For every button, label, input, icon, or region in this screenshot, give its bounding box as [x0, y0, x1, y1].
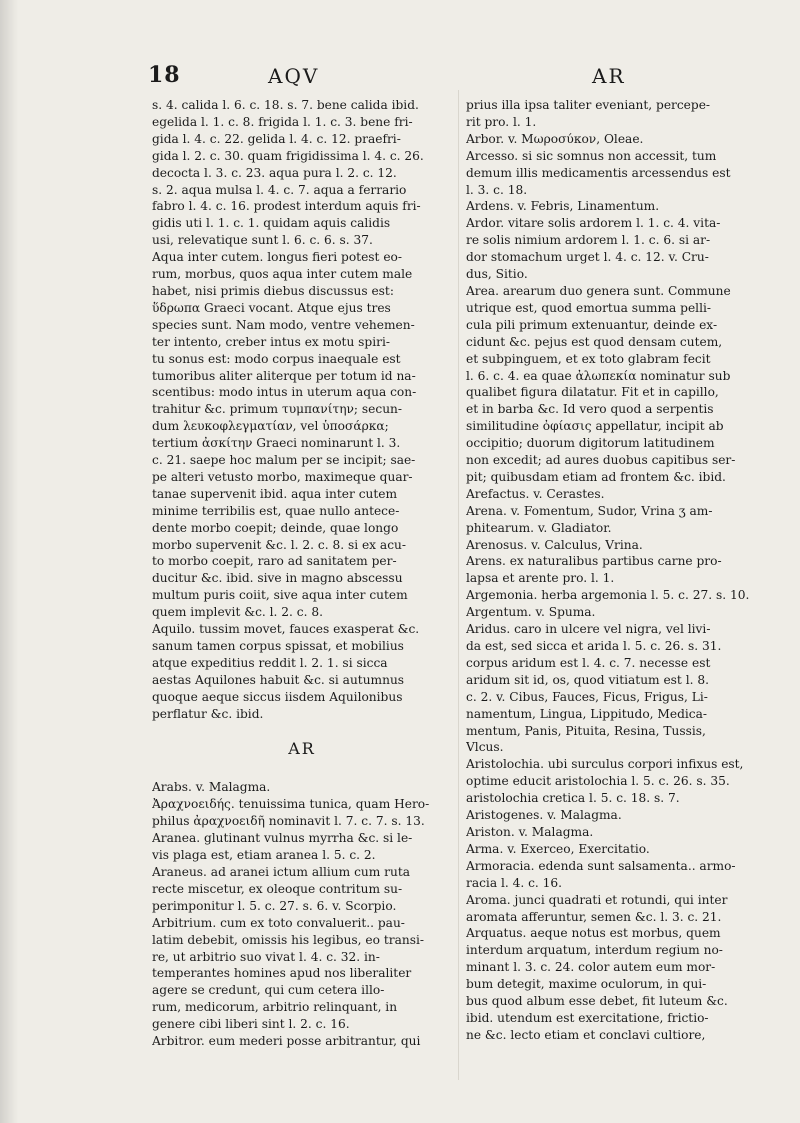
text-line: quoque aeque siccus iisdem Aquilonibus [152, 689, 403, 704]
text-line: egelida l. 1. c. 8. frigida l. 1. c. 3. bene fri- [152, 114, 413, 129]
text-line: recte miscetur, ex oleoque contritum su- [152, 881, 403, 896]
text-line: ne &c. lecto etiam et conclavi cultiore, [466, 1027, 706, 1042]
text-line: vis plaga est, etiam aranea l. 5. c. 2. [152, 848, 376, 863]
text-line: demum illis medicamentis arcessendus est [466, 165, 731, 180]
text-line: species sunt. Nam modo, ventre vehemen- [152, 317, 415, 332]
text-line: tertium ἀσκίτην Graeci nominarunt l. 3. [152, 436, 401, 451]
text-line: aestas Aquilones habuit &c. si autumnus [152, 672, 405, 687]
text-line: corpus aridum est l. 4. c. 7. necesse est [466, 655, 711, 670]
text-line: pe alteri vetusto morbo, maximeque quar- [152, 469, 413, 484]
text-line: fabro l. 4. c. 16. prodest interdum aquis fri- [152, 199, 421, 214]
text-line: Argemonia. herba argemonia l. 5. c. 27. s. 10. [466, 588, 750, 603]
text-line: s. 4. calida l. 6. c. 18. s. 7. bene calida ibid. [152, 98, 419, 112]
text-line: c. 2. v. Cibus, Fauces, Ficus, Frigus, Li- [466, 689, 708, 704]
text-line: Arena. v. Fomentum, Sudor, Vrina ʒ am- [466, 503, 713, 518]
text-line: Ardor. vitare solis ardorem l. 1. c. 4. vita- [466, 216, 721, 231]
text-line: s. 2. aqua mulsa l. 4. c. 7. aqua a ferrario [152, 182, 407, 197]
text-line: decocta l. 3. c. 23. aqua pura l. 2. c. 12. [152, 165, 397, 180]
text-line: ὕδρωπα Graeci vocant. Atque ejus tres [152, 300, 391, 315]
page-edge-shadow [0, 0, 18, 1123]
text-line: Arcesso. si sic somnus non accessit, tum [466, 148, 717, 163]
text-line: cidunt &c. pejus est quod densam cutem, [466, 334, 723, 349]
text-line: Arbitror. eum mederi posse arbitrantur, qui [152, 1034, 421, 1049]
text-line: re solis nimium ardorem l. 1. c. 6. si ar- [466, 233, 711, 248]
text-line: Ariston. v. Malagma. [466, 824, 594, 839]
text-line: rum, morbus, quos aqua inter cutem male [152, 267, 413, 282]
text-line: Armoracia. edenda sunt salsamenta.. armo- [466, 858, 736, 873]
text-line: racia l. 4. c. 16. [466, 875, 563, 890]
section-heading: AR [288, 738, 316, 758]
text-line: occipitio; duorum digitorum latitudinem [466, 436, 715, 451]
text-line: tanae supervenit ibid. aqua inter cutem [152, 486, 398, 501]
text-line: ducitur &c. ibid. sive in magno abscessu [152, 571, 403, 586]
text-line: philus ἀραχνοειδῆ nominavit l. 7. c. 7. s. 13. [152, 814, 425, 829]
text-line: Vlcus. [466, 740, 504, 755]
text-line: bum detegit, maxime oculorum, in qui- [466, 977, 707, 992]
text-line: dor stomachum urget l. 4. c. 12. v. Cru- [466, 250, 709, 265]
text-line: non excedit; ad aures duobus capitibus ser- [466, 453, 736, 468]
text-line: Araneus. ad aranei ictum allium cum ruta [152, 864, 411, 879]
text-line: ter intento, creber intus ex motu spiri- [152, 334, 390, 349]
text-line: cula pili primum extenuantur, deinde ex- [466, 317, 718, 332]
text-line: to morbo coepit, raro ad sanitatem per- [152, 554, 397, 569]
text-line: morbo supervenit &c. l. 2. c. 8. si ex acu- [152, 537, 406, 552]
text-line: Arabs. v. Malagma. [152, 780, 271, 795]
left-column [152, 97, 452, 1050]
text-line: rum, medicorum, arbitrio relinquant, in [152, 1000, 398, 1015]
text-line: atque expeditius reddit l. 2. 1. si sicca [152, 655, 388, 670]
text-line: gida l. 2. c. 30. quam frigidissima l. 4. c. 26. [152, 148, 424, 163]
text-line: multum puris coiit, sive aqua inter cutem [152, 588, 408, 603]
text-line: genere cibi liberi sint l. 2. c. 16. [152, 1017, 350, 1032]
text-line: qualibet figura dilatatur. Fit et in capillo, [466, 385, 719, 400]
text-line: latim debebit, omissis his legibus, eo transi- [152, 932, 424, 947]
text-line: sanum tamen corpus spissat, et mobilius [152, 639, 404, 653]
text-line: re, ut arbitrio suo vivat l. 4. c. 32. in- [152, 949, 380, 964]
text-line: Arma. v. Exerceo, Exercitatio. [466, 841, 650, 856]
text-line: Arenosus. v. Calculus, Vrina. [466, 537, 643, 552]
text-line: Arbitrium. cum ex toto convaluerit.. pau- [152, 915, 405, 930]
text-line: ibid. utendum est exercitatione, frictio- [466, 1010, 709, 1025]
text-line: dus, Sitio. [466, 267, 528, 282]
text-line: agere se credunt, qui cum cetera illo- [152, 983, 385, 998]
text-line: Ἀραχνοειδής. tenuissima tunica, quam Hero- [152, 797, 430, 812]
text-line: rit pro. l. 1. [466, 114, 537, 129]
text-line: et in barba &c. Id vero quod a serpentis [466, 402, 714, 417]
text-line: Aqua inter cutem. longus fieri potest eo- [152, 250, 402, 265]
text-line: phitearum. v. Gladiator. [466, 520, 612, 535]
text-line: Arquatus. aeque notus est morbus, quem [466, 926, 721, 941]
text-line: l. 3. c. 18. [466, 182, 528, 197]
text-line: utrique est, quod emortua summa pelli- [466, 300, 711, 315]
text-line: Aquilo. tussim movet, fauces exasperat &c. [152, 622, 420, 637]
text-line: Arefactus. v. Cerastes. [466, 486, 605, 501]
right-column [466, 97, 770, 1044]
text-line: Aranea. glutinant vulnus myrrha &c. si le- [152, 831, 413, 846]
text-line: Aridus. caro in ulcere vel nigra, vel livi- [466, 622, 711, 637]
text-line: habet, nisi primis diebus discussus est: [152, 283, 394, 298]
text-line: gidis uti l. 1. c. 1. quidam aquis calidis [152, 216, 391, 231]
text-line: da est, sed sicca et arida l. 5. c. 26. s. 31. [466, 639, 722, 653]
text-line: namentum, Lingua, Lippitudo, Medica- [466, 706, 708, 721]
text-line: pit; quibusdam etiam ad frontem &c. ibid. [466, 469, 726, 484]
text-line: mentum, Panis, Pituita, Resina, Tussis, [466, 723, 706, 738]
text-line: minant l. 3. c. 24. color autem eum mor- [466, 960, 716, 975]
text-line: usi, relevatique sunt l. 6. c. 6. s. 37. [152, 233, 373, 248]
text-line: Area. arearum duo genera sunt. Commune [466, 283, 731, 298]
text-line: tumoribus aliter aliterque per totum id na- [152, 368, 416, 383]
text-line: Ardens. v. Febris, Linamentum. [466, 199, 660, 214]
text-line: quem implevit &c. l. 2. c. 8. [152, 605, 323, 620]
text-line: gida l. 4. c. 22. gelida l. 4. c. 12. praefri- [152, 131, 401, 146]
text-line: trahitur &c. primum τυμπανίτην; secun- [152, 402, 403, 417]
text-line: similitudine ὀφίασις appellatur, incipit ab [466, 419, 724, 434]
text-line: lapsa et arente pro. l. 1. [466, 571, 615, 586]
text-line: c. 21. saepe hoc malum per se incipit; sae- [152, 453, 416, 468]
text-line: Aristogenes. v. Malagma. [466, 808, 622, 823]
text-line: Aristolochia. ubi surculus corpori infixus est, [466, 757, 744, 772]
column-gutter [458, 90, 459, 1080]
text-line: aridum sit id, os, quod vitiatum est l. 8. [466, 672, 709, 687]
text-line: bus quod album esse debet, fit luteum &c. [466, 994, 728, 1009]
text-line: minime terribilis est, quae nullo antece- [152, 503, 400, 518]
text-line: dente morbo coepit; deinde, quae longo [152, 520, 399, 535]
text-line: scentibus: modo intus in uterum aqua con- [152, 385, 417, 400]
text-line: aristolochia cretica l. 5. c. 18. s. 7. [466, 791, 680, 806]
text-line: Arens. ex naturalibus partibus carne pro- [466, 554, 722, 569]
text-line: interdum arquatum, interdum regium no- [466, 943, 723, 958]
text-line: optime educit aristolochia l. 5. c. 26. s. 35. [466, 774, 730, 789]
running-head-left: AQV [268, 64, 320, 88]
text-line: aromata afferuntur, semen &c. l. 3. c. 21. [466, 909, 722, 924]
text-line: Aroma. junci quadrati et rotundi, qui inter [466, 892, 728, 907]
text-line: perimponitur l. 5. c. 27. s. 6. v. Scorpio. [152, 898, 397, 913]
text-line: l. 6. c. 4. ea quae ἀλωπεκία nominatur sub [466, 368, 731, 383]
text-line: dum λευκοφλεγματίαν, vel ὑποσάρκα; [152, 419, 389, 434]
text-line: Argentum. v. Spuma. [466, 605, 596, 620]
text-line: tu sonus est: modo corpus inaequale est [152, 351, 401, 366]
text-line: et subpinguem, et ex toto glabram fecit [466, 351, 711, 366]
text-line: perflatur &c. ibid. [152, 706, 264, 721]
running-head-right: AR [592, 64, 626, 88]
text-line: prius illa ipsa taliter eveniant, percepe- [466, 98, 711, 112]
text-line: temperantes homines apud nos liberaliter [152, 966, 412, 981]
text-line: Arbor. v. Μωροσύκον, Oleae. [466, 131, 644, 146]
page-number: 18 [148, 62, 181, 88]
